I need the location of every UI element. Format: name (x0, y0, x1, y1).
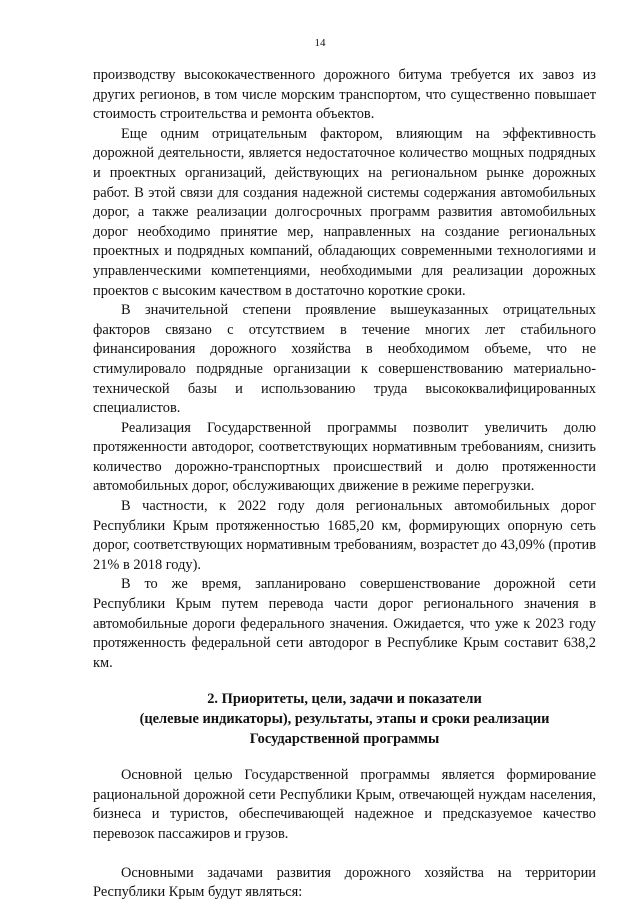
document-body (93, 66, 596, 903)
paragraph-6: В то же время, запланировано совершенствование дорожной сети Республики Крым путем перевода части дорог регионального значения в автомобильные дороги федерального значения. Ожидается, что уже к 2023 году протяженность федеральной сети автодорог в Республике Крым составит 638,2 км. (93, 576, 596, 671)
paragraph-3: В значительной степени проявление вышеуказанных отрицательных факторов связано с отсутствием в течение многих лет стабильного финансирования дорожного хозяйства в необходимом объеме, что не стимулировало подрядные организации к совершенствованию материально-технической базы и использованию труда высококвалифицированных специалистов. (93, 302, 596, 417)
paragraph-8: Основными задачами развития дорожного хозяйства на территории Республики Крым будут являться: (93, 864, 596, 901)
paragraph-4: Реализация Государственной программы позволит увеличить долю протяженности автодорог, соответствующих нормативным требованиям, снизить количество дорожно-транспортных происшествий и долю протяженности автомобильных дорог, обслуживающих движение в режиме перегрузки. (93, 419, 596, 495)
paragraph-1: производству высококачественного дорожного битума требуется их завоз из других регионов, в том числе морским транспортом, что существенно повышает стоимость строительства и ремонта объектов. (93, 67, 596, 123)
section-heading-line-1: 2. Приоритеты, цели, задачи и показатели (207, 691, 482, 708)
section-heading-line-2: (целевые индикаторы), результаты, этапы и сроки реализации (139, 711, 550, 727)
paragraph-2: Еще одним отрицательным фактором, влияющим на эффективность дорожной деятельности, является недостаточное количество мощных подрядных и проектных организаций, действующих на региональном рынке дорожных работ. В этой связи для создания надежной системы содержания автомобильных дорог, а также реализации долгосрочных программ развития автомобильных дорог необходимо принятие мер, направленных на создание региональных проектных и подрядных компаний, обладающих современными технологиями и управленческими компетенциями, необходимыми для реализации дорожных проектов с высоким качеством в достаточно короткие сроки. (93, 125, 596, 299)
section-heading-line-3: Государственной программы (249, 730, 440, 747)
paragraph-5: В частности, к 2022 году доля региональных автомобильных дорог Республики Крым протяженностью 1685,20 км, формирующих опорную сеть дорог, соответствующих нормативным требованиям, возрастет до 43,09% (против 21% в 2018 году). (93, 498, 596, 573)
page-number: 14 (314, 37, 326, 49)
paragraph-7: Основной целью Государственной программы является формирование рациональной дорожной сети Республики Крым, отвечающей нуждам населения, бизнеса и туристов, обеспечивающей надежное и предсказуемое качество перевозок пассажиров и грузов. (93, 767, 596, 842)
section-heading (93, 690, 596, 749)
paragraph-spacer (93, 845, 596, 864)
